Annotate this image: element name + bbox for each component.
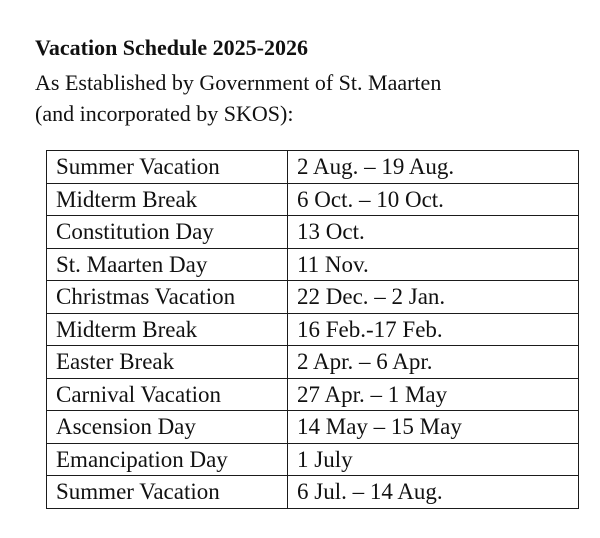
page-subtitle: As Established by Government of St. Maarten xyxy=(35,70,442,95)
event-cell: Easter Break xyxy=(47,346,288,379)
table-row xyxy=(47,216,579,249)
event-cell: Midterm Break xyxy=(47,183,288,216)
table-row xyxy=(47,346,579,379)
dates-cell: 11 Nov. xyxy=(288,248,579,281)
page-title: Vacation Schedule 2025-2026 xyxy=(35,35,308,60)
dates-cell: 22 Dec. – 2 Jan. xyxy=(288,281,579,314)
table-row xyxy=(47,411,579,444)
dates-cell: 14 May – 15 May xyxy=(288,411,579,444)
schedule-table-body xyxy=(47,151,579,509)
dates-cell: 13 Oct. xyxy=(288,216,579,249)
table-row xyxy=(47,378,579,411)
event-cell: Carnival Vacation xyxy=(47,378,288,411)
page-subtitle-note: (and incorporated by SKOS): xyxy=(35,101,294,126)
table-row xyxy=(47,248,579,281)
event-cell: Christmas Vacation xyxy=(47,281,288,314)
event-cell: St. Maarten Day xyxy=(47,248,288,281)
event-cell: Constitution Day xyxy=(47,216,288,249)
dates-cell: 6 Jul. – 14 Aug. xyxy=(288,476,579,509)
event-cell: Emancipation Day xyxy=(47,443,288,476)
table-row xyxy=(47,443,579,476)
event-cell: Midterm Break xyxy=(47,313,288,346)
event-cell: Summer Vacation xyxy=(47,151,288,184)
event-cell: Summer Vacation xyxy=(47,476,288,509)
event-cell: Ascension Day xyxy=(47,411,288,444)
table-row xyxy=(47,313,579,346)
dates-cell: 6 Oct. – 10 Oct. xyxy=(288,183,579,216)
dates-cell: 27 Apr. – 1 May xyxy=(288,378,579,411)
dates-cell: 2 Apr. – 6 Apr. xyxy=(288,346,579,379)
table-row xyxy=(47,476,579,509)
vacation-schedule-table xyxy=(46,150,579,509)
dates-cell: 1 July xyxy=(288,443,579,476)
dates-cell: 16 Feb.-17 Feb. xyxy=(288,313,579,346)
table-row xyxy=(47,183,579,216)
table-row xyxy=(47,281,579,314)
dates-cell: 2 Aug. – 19 Aug. xyxy=(288,151,579,184)
table-row xyxy=(47,151,579,184)
